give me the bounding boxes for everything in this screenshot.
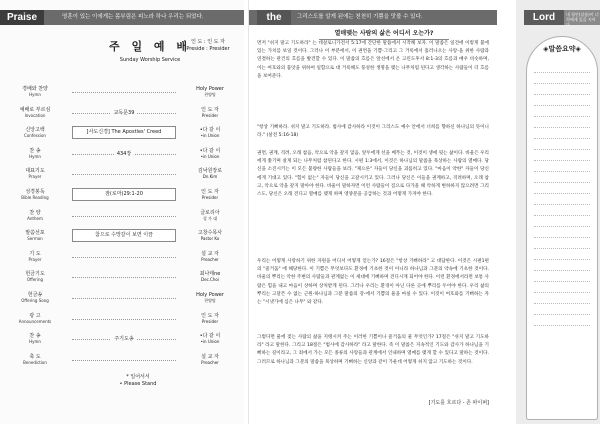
summary-line: [534, 260, 590, 271]
order-item-leader: [182, 333, 238, 345]
order-row: [6, 269, 238, 290]
order-leader-ko: 설 교 자: [201, 250, 219, 257]
order-item-en: Benediction: [23, 359, 47, 365]
order-item-ko: 헌금송: [27, 291, 43, 298]
summary-line: [534, 73, 590, 84]
order-item-detail: 교독문39: [111, 110, 138, 116]
order-item-ko: 말씀선포: [25, 230, 45, 237]
order-item-ko: 찬 송: [29, 147, 41, 154]
summary-line: [534, 183, 590, 194]
order-row: [6, 105, 238, 126]
summary-panel: [516, 0, 600, 424]
order-item-label: [6, 333, 64, 345]
order-dotted-rule: [72, 360, 176, 361]
summary-line: [534, 194, 590, 205]
summary-line: [534, 293, 590, 304]
order-leader-en: 찬양팀: [204, 297, 216, 303]
sermon-paragraph-1: 면저 "쉬지 말고 기도하라" 는 데살로니가전서 5:17에 간단한 말씀에서 시작해 보자. 이 말씀은 일견에 이렇게 불에 있는 가치를 보일 것이다. 그러나 이 부분에서, 이 권면을 기쁨-그리고 그 거룩에서 흘러나오는 사랑-을 위한 사람과 연결하는 관건의 흐름을 발견할 수 있다. 이 말씀의 흐름은 앞선에서 온 고린도후서 8:1-3의 흐름과 매우 비슷하며, 이는 여호와의 품앗을 위하여 일함으로 대 거룩해도 풍성한 생명을 맺는 나무처럼 된다고 생각하는 사람들이 더 흐름을 보여준다.: [257, 41, 489, 79]
order-dotted-rule: [72, 92, 176, 93]
order-item-label: [6, 148, 64, 160]
order-item-label: [6, 127, 64, 139]
sermon-attribution: [기도를 흐르다 - 존 파이퍼]: [428, 400, 489, 406]
order-item-en: Announcements: [18, 318, 52, 324]
order-leader-ko: Holy Power: [196, 86, 224, 92]
lord-header-text: 내 평안(샬롬)이 너희에게 있을 지어다.: [566, 12, 599, 27]
order-item-leader: [182, 292, 238, 304]
order-leader-ko: 글로리아: [200, 209, 220, 216]
order-item-en: Confession: [24, 133, 46, 139]
order-leader-en: 성 가 대: [202, 215, 218, 221]
stand-footnote-en: • Please Stand: [119, 381, 157, 387]
order-item-ko: 기 도: [29, 250, 41, 257]
order-item-label: [6, 313, 64, 325]
order-item-ko: 찬 송: [29, 333, 41, 340]
praise-header-bar: [0, 10, 244, 25]
order-row: [6, 331, 238, 352]
order-item-en: Offering Song: [21, 297, 49, 303]
summary-line: [534, 84, 590, 95]
order-item-label: [6, 168, 64, 180]
order-leader-en: Presider: [201, 112, 219, 118]
order-row: [6, 208, 238, 229]
order-leader-en: Preacher: [201, 359, 219, 365]
summary-line: [534, 216, 590, 227]
summary-line: [534, 227, 590, 238]
summary-line: [534, 172, 590, 183]
order-leader-en: •in Union: [200, 339, 220, 345]
order-leader-ko: •다 같 이: [199, 127, 221, 134]
order-item-ko: 축 도: [29, 353, 41, 360]
summary-note-lines[interactable]: [534, 62, 590, 326]
summary-title: ◈말씀요약◈: [543, 45, 581, 53]
order-item-ko: 찬 양: [29, 209, 41, 216]
order-item-ko: 헌금기도: [25, 271, 45, 278]
the-header-text: 그리스도를 알게 된에는 천천히 기쁨을 맛볼 수 있다.: [297, 14, 423, 20]
summary-line: [534, 271, 590, 282]
order-item-leader: [182, 230, 238, 242]
order-item-ko: 경배와 찬양: [22, 86, 48, 92]
service-title-en: Sunday Worship Service: [119, 57, 181, 63]
summary-line: [534, 95, 590, 106]
order-item-leader: [182, 86, 238, 98]
lord-header-bar: [524, 10, 600, 25]
order-leader-en: Dn.Kim: [202, 174, 218, 180]
order-item-box: [72, 229, 176, 242]
summary-line: [534, 249, 590, 260]
order-leader-ko: 인 도 자: [201, 312, 219, 319]
order-item-en: Prayer: [28, 174, 42, 180]
order-row: [6, 125, 238, 146]
order-leader-en: Pastor Ko: [200, 236, 220, 242]
order-item-label: [6, 230, 64, 242]
order-item-en: Sermon: [27, 236, 43, 242]
worship-order-panel: [0, 0, 244, 424]
order-item-label: [6, 251, 64, 263]
order-row: [6, 352, 238, 373]
order-item-en: Anthem: [27, 215, 43, 221]
order-item-detail: 참으로 수망갈이 보면 이끔: [95, 232, 153, 239]
order-row: [6, 311, 238, 332]
order-item-label: [6, 271, 64, 283]
order-item-label: [6, 86, 64, 98]
presider-label: [176, 39, 240, 53]
order-item-ko: 대표기도: [25, 168, 45, 175]
summary-line: [534, 150, 590, 161]
stand-footnote: [108, 374, 168, 388]
sermon-paragraph-4: 그렇다면 물에 젖는 사람의 삶을 지탱시켜 주는 이러한 기쁨이나 즐거움의 물 무엇인가? 17절은 "쉬지 말고 기도하라" 라고 말한다. 그리고 18절은 "범사에 감사하라" 라고 말한다. 즉 이 말씀은 지속적인 기도와 감사가 하나님을 기뻐하는 길이라고, 그 죄에서 가는 모든 종류의 사랑들과 관계에서 인내하며 열매를 맺게 할 수 있다고 말하는 것이다. 그러므로 하나님과 그분의 말씀을 묵상하며 기뻐하는 신앙과 같이 가운데 어떻게 쉬지 않고 기도하는 것이다.: [257, 335, 489, 365]
order-item-leader: [182, 251, 238, 263]
the-header-tag: the: [257, 10, 291, 25]
order-item-detail: 주기도송: [111, 336, 136, 342]
order-item-label: [6, 107, 64, 119]
order-leader-en: Presider: [201, 318, 219, 324]
order-leader-ko: 인 도 자: [201, 188, 219, 195]
order-item-en: Invocation: [24, 112, 46, 118]
order-item-en: Offering: [26, 277, 44, 283]
summary-line: [534, 128, 590, 139]
sermon-quote: "항상 기뻐하라. 쉬지 말고 기도하라. 범사에 감사하라 이것이 그리스도 예수 안에서 너희를 향하신 하나님의 뜻이니라." (살전 5:16-18): [257, 125, 489, 139]
order-item-leader: [182, 189, 238, 201]
order-item-leader: [182, 271, 238, 283]
praise-header-text: 영혼이 있는 이에게는 몸부림은 피노라 하나 우리는 되었다.: [62, 14, 204, 20]
order-leader-en: Dec.Choi: [201, 277, 219, 283]
order-leader-ko: •다 같 이: [199, 147, 221, 154]
order-item-box: [72, 188, 176, 201]
order-row: [6, 84, 238, 105]
order-item-leader: [182, 313, 238, 325]
summary-line: [534, 238, 590, 249]
sermon-panel: [248, 0, 516, 424]
summary-line: [534, 282, 590, 293]
lord-header-tag: Lord: [524, 10, 564, 25]
order-leader-ko: 김낙원장로: [197, 168, 223, 175]
order-item-leader: [182, 148, 238, 160]
order-dotted-rule: [72, 319, 176, 320]
sermon-title: 열매맺는 사람의 삶은 어디서 오는가?: [319, 28, 449, 40]
order-dotted-rule: [72, 257, 176, 258]
order-leader-ko: •다 같 이: [199, 333, 221, 340]
summary-line: [534, 304, 590, 315]
order-item-en: Hymn: [29, 92, 41, 97]
sermon-paragraph-3: 우리는 어떻게 사랑하기 위한 자원을 어디서 어떻게 얻는가? 16절은 "항상 기뻐하라" 고 대답한다. 이것은 시편1편의 "즐거움" 에 해당한다. 이 기쁨은 무엇보다도 환경에 기초한 것이 아니라 하나님과 그분의 약속에 기초한 것이다. 바울의 뿌리는 악한 주변의 사람들과 관계없는 이 세대에 기뻐하며 견디시게 되어야 한다. 이런 환경에서라면 보통 사람은 힘을 내고 마음이 상하며 상처받게 된다. 그러나 우리는 환경이 아닌 다른 곳에 뿌리를 두어야 한다. 우리 삶의 뿌리는 고달픈 수 없는 근원-하나님과 그분 말씀의 강-에서 기쁨의 물을 마실 수 있다. 이것이 여호와를 기뻐하는 자는 "시냇가에 심은 나무" 와 같다.: [257, 259, 489, 306]
order-leader-ko: 최나태ne: [199, 271, 221, 278]
order-item-detail: 434장: [114, 151, 134, 157]
order-row: [6, 187, 238, 208]
order-item-label: [6, 354, 64, 366]
stand-footnote-ko: * 일어서서: [126, 374, 150, 380]
praise-header-tag: Praise: [0, 10, 44, 25]
order-leader-en: Presider: [201, 194, 219, 200]
order-item-ko: 성경봉독: [25, 188, 45, 195]
order-leader-ko: 설 교 자: [201, 353, 219, 360]
order-item-label: [6, 210, 64, 222]
summary-line: [534, 139, 590, 150]
order-item-box: [72, 126, 176, 139]
order-item-detail: [사도신경] The Apostles' Creed: [86, 129, 162, 136]
order-dotted-rule: [72, 216, 176, 217]
order-item-leader: [182, 354, 238, 366]
order-item-en: Bible Reading: [21, 194, 49, 200]
order-item-en: Hymn: [29, 339, 41, 345]
order-item-leader: [182, 168, 238, 180]
sermon-paragraph-2: 권면, 권계, 격려, 오래 참음, 악으로 악을 갚지 않음, 앞두에게 선을 베푸는 것, 이것이 생애 뒷는 삶이다. 바울은 우리에게 쫓기며 살게 되는 나무처럼 참된다고 한다. 시편 1:3에서, 이것은 하나님의 말씀을 묵상하는 사람의 열매다. 당신을 소진시키는 이 모든 불량한 사람들을 보라. "제으른" 자들이 당신을 괴롭히고 있다. "마음이 약한" 자들이 당신에게 기대고 있다. "힘이 없는" 자들이 당신을 고갈시키고 있다. 그러나 당신은 이들을 권계하고, 격려하며, 오래 참고, 악으로 악을 갚지 말아야 한다. 바울이 말하자면 이런 사람들이 짐으로 다가올 때 악하게 변하하지 않으려면 그리스도, 당신은 오래 견디고 열매를 맺게 하며 영양분을 공급하는 것과 어떻게 가져야 한다.: [257, 151, 489, 198]
order-leader-ko: 고창수목사: [197, 230, 223, 237]
order-item-leader: [182, 107, 238, 119]
presider-ko: 인 도 : 인 도 자: [191, 39, 225, 45]
order-item-en: Prayer: [28, 256, 42, 262]
order-leader-en: •in Union: [200, 133, 220, 139]
order-leader-ko: 인 도 자: [201, 106, 219, 113]
order-item-label: [6, 189, 64, 201]
summary-line: [534, 315, 590, 326]
order-item-detail-wrap: [72, 107, 176, 119]
order-row: [6, 228, 238, 249]
presider-en: Preside : Presider: [186, 46, 230, 52]
summary-line: [534, 106, 590, 117]
order-row: [6, 166, 238, 187]
order-item-detail: 잠(로마)29:1-20: [105, 190, 143, 197]
order-leader-en: •in Union: [200, 153, 220, 159]
summary-line: [534, 117, 590, 128]
order-dotted-rule: [72, 277, 176, 278]
summary-line: [534, 205, 590, 216]
order-item-ko: 신앙고백: [25, 127, 45, 134]
order-leader-en: 찬양팀: [204, 92, 216, 97]
order-item-detail-wrap: [72, 148, 176, 160]
order-row: [6, 290, 238, 311]
order-item-en: Hymn: [29, 153, 41, 159]
order-dotted-rule: [72, 298, 176, 299]
summary-line: [534, 62, 590, 73]
order-item-detail-wrap: [72, 333, 176, 345]
summary-line: [534, 161, 590, 172]
order-item-ko: 광 고: [29, 312, 41, 319]
order-row: [6, 146, 238, 167]
order-leader-en: Preacher: [201, 256, 219, 262]
service-title-ko: 주 일 예 배: [109, 40, 191, 53]
order-of-service: [6, 84, 238, 372]
order-leader-ko: Holy Power: [196, 291, 224, 298]
order-row: [6, 249, 238, 270]
the-header-bar: [249, 10, 497, 25]
order-dotted-rule: [72, 174, 176, 175]
order-item-label: [6, 292, 64, 304]
order-item-leader: [182, 127, 238, 139]
order-item-leader: [182, 210, 238, 222]
order-item-ko: 예배로 부르심: [19, 106, 51, 113]
